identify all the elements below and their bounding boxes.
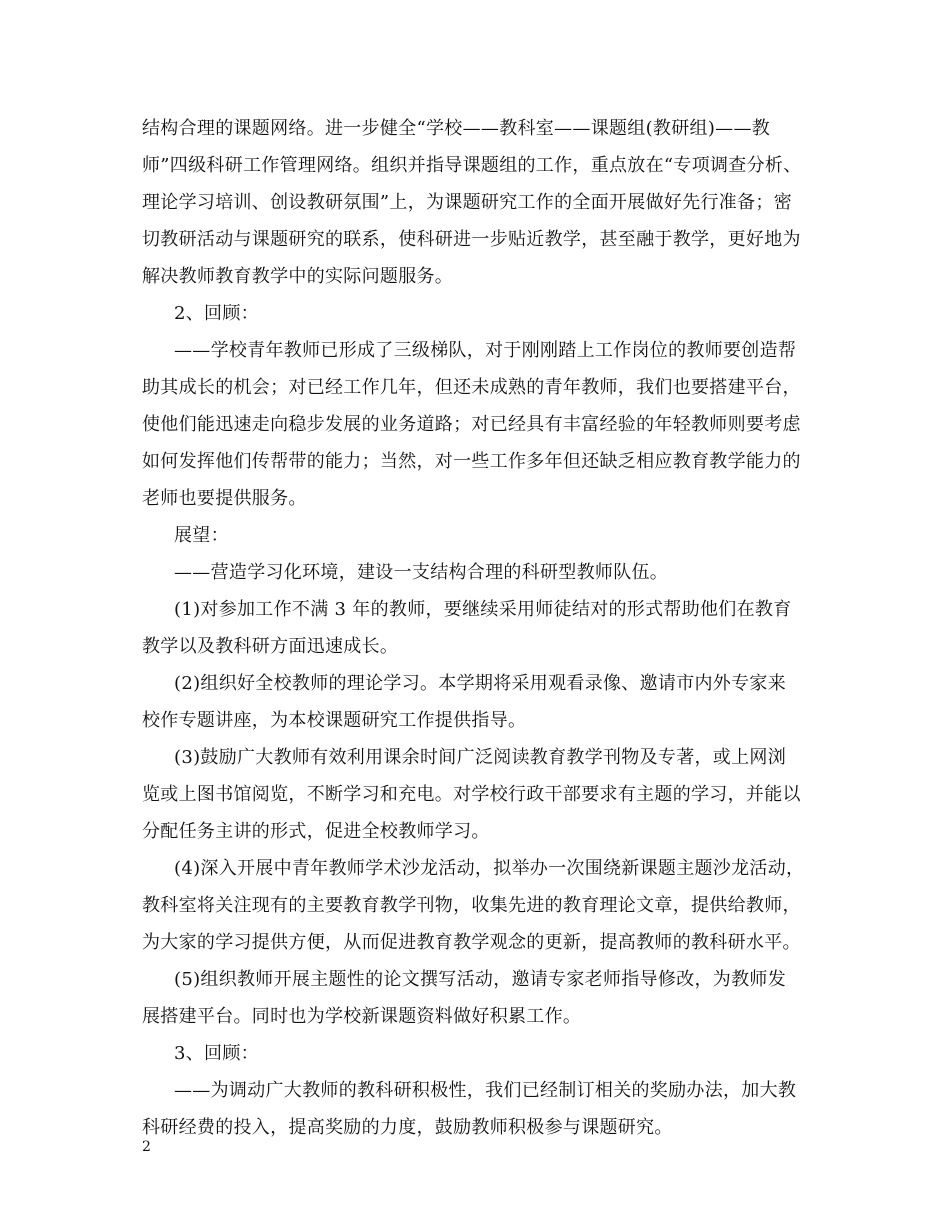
text-line: 如何发挥他们传帮带的能力；当然，对一些工作多年但还缺乏相应教育教学能力的 [142, 451, 801, 472]
section-heading: 2、回顾： [174, 303, 259, 324]
section-heading: 3、回顾： [174, 1043, 259, 1064]
text-line: 结构合理的课题网络。进一步健全“学校——教科室——课题组(教研组)——教 [142, 118, 771, 139]
text-line: (3)鼓励广大教师有效利用课余时间广泛阅读教育教学刊物及专著，或上网浏 [174, 747, 786, 768]
text-line: 师”四级科研工作管理网络。组织并指导课题组的工作，重点放在“专项调查分析、 [142, 155, 802, 176]
text-line: 教学以及教科研方面迅速成长。 [142, 636, 399, 657]
text-line: ——营造学习化环境，建设一支结构合理的科研型教师队伍。 [174, 562, 669, 583]
text-line: 老师也要提供服务。 [142, 488, 307, 509]
text-line: (5)组织教师开展主题性的论文撰写活动，邀请专家老师指导修改，为教师发 [174, 969, 786, 990]
text-line: 理论学习培训、创设教研氛围”上，为课题研究工作的全面开展做好先行准备；密 [142, 192, 792, 213]
text-line: 展搭建平台。同时也为学校新课题资料做好积累工作。 [142, 1006, 582, 1027]
text-line: 为大家的学习提供方便，从而促进教育教学观念的更新，提高教师的教科研水平。 [142, 932, 801, 953]
text-line: (2)组织好全校教师的理论学习。本学期将采用观看录像、邀请市内外专家来 [174, 673, 786, 694]
text-line: (1)对参加工作不满 3 年的教师，要继续采用师徒结对的形式帮助他们在教育 [174, 599, 792, 620]
text-line: 览或上图书馆阅览，不断学习和充电。对学校行政干部要求有主题的学习，并能以 [142, 784, 801, 805]
text-line: ——为调动广大教师的教科研积极性，我们已经制订相关的奖励办法，加大教 [174, 1080, 797, 1101]
text-line: (4)深入开展中青年教师学术沙龙活动，拟举办一次围绕新课题主题沙龙活动， [174, 858, 805, 879]
text-line: 切教研活动与课题研究的联系，使科研进一步贴近教学，甚至融于教学，更好地为 [142, 229, 801, 250]
text-line: 校作专题讲座，为本校课题研究工作提供指导。 [142, 710, 527, 731]
text-line: 助其成长的机会；对已经工作几年，但还未成熟的青年教师，我们也要搭建平台， [142, 377, 801, 398]
text-line: 教科室将关注现有的主要教育教学刊物，收集先进的教育理论文章，提供给教师， [142, 895, 801, 916]
text-line: ——学校青年教师已形成了三级梯队，对于刚刚踏上工作岗位的教师要创造帮 [174, 340, 797, 361]
section-heading: 展望： [174, 525, 229, 546]
text-line: 科研经费的投入，提高奖励的力度，鼓励教师积极参与课题研究。 [142, 1117, 673, 1138]
text-line: 使他们能迅速走向稳步发展的业务道路；对已经具有丰富经验的年轻教师则要考虑 [142, 414, 801, 435]
text-line: 分配任务主讲的形式，促进全校教师学习。 [142, 821, 490, 842]
text-line: 解决教师教育教学中的实际问题服务。 [142, 266, 454, 287]
page-number: 2 [142, 1139, 151, 1155]
